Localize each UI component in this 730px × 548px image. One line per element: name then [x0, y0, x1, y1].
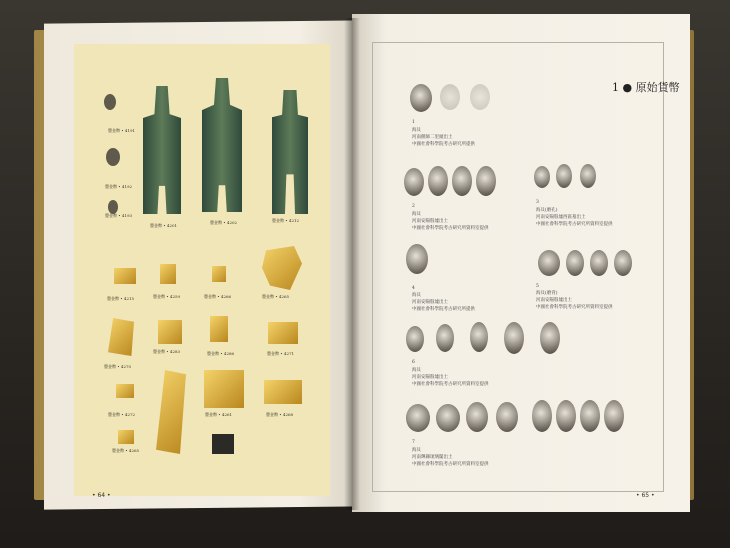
entry-line: 海貝 [412, 368, 421, 373]
entry-line: 中國社會科學院考古研究所提供 [412, 142, 475, 147]
shell-image [504, 322, 524, 354]
image-caption: 豐金幣 • 4272 [108, 412, 136, 417]
image-caption: 豐金幣 • 4271 [267, 351, 295, 356]
gold-piece-image [114, 268, 136, 284]
coin-image [106, 148, 120, 166]
gold-piece-image [204, 370, 244, 408]
image-caption: 豐金幣 • 4261 [205, 412, 233, 417]
entry-number: 1 [412, 120, 415, 125]
image-caption: 豐金幣 • 4268 [266, 412, 294, 417]
dark-piece-image [212, 434, 234, 454]
entry-number: 6 [412, 360, 415, 365]
entry-number: 4 [412, 286, 415, 291]
entry-line: 海貝 [412, 448, 421, 453]
entry-line: 中國社會科學院考古研究所提供 [412, 307, 475, 312]
image-caption: 豐金幣 • 4265 [112, 448, 140, 453]
shell-image [436, 404, 460, 432]
shell-image [580, 164, 596, 188]
section-title: 1 ● 原始貨幣 [612, 81, 680, 94]
entry-line: 河南安陽殷墟西區墓出土 [536, 215, 586, 220]
image-caption: 豐金幣 • 4191 [108, 128, 136, 133]
image-caption: 豐金幣 • 4283 [153, 349, 181, 354]
left-page-number: • 64 • [92, 492, 111, 499]
entry-number: 2 [412, 204, 415, 209]
book-gutter [344, 18, 360, 510]
image-caption: 豐金幣 • 4212 [272, 218, 300, 223]
entry-line: 河南安陽殷墟出土 [412, 300, 448, 305]
shell-image [406, 326, 424, 352]
entry-line: 中國社會科學院考古研究所資料室提供 [412, 382, 489, 387]
entry-line: 海貝(磨孔) [536, 208, 558, 213]
shell-image [428, 166, 448, 196]
shell-image [440, 84, 460, 110]
shell-image [476, 166, 496, 196]
shell-image [406, 404, 430, 432]
gold-piece-image [268, 322, 298, 344]
shell-image [470, 322, 488, 352]
shell-image [452, 166, 472, 196]
shell-image [466, 402, 488, 432]
shell-image [532, 400, 552, 432]
entry-line: 中國社會科學院考古研究所資料室提供 [536, 305, 613, 310]
gold-piece-image [210, 316, 228, 342]
gold-piece-image [160, 264, 176, 284]
entry-number: 3 [536, 200, 539, 205]
entry-number: 7 [412, 440, 415, 445]
coin-image [108, 200, 118, 214]
entry-line: 河南偃師二里頭出土 [412, 135, 453, 140]
entry-line: 海貝 [412, 212, 421, 217]
shell-image [470, 84, 490, 110]
shell-image [404, 168, 424, 196]
entry-line: 海貝 [412, 128, 421, 133]
entry-number: 5 [536, 284, 539, 289]
image-caption: 豐金幣 • 4265 [262, 294, 290, 299]
entry-line: 河南安陽殷墟出土 [536, 298, 572, 303]
entry-line: 中國社會科學院考古研究所資料室提供 [412, 226, 489, 231]
shell-image [590, 250, 608, 276]
image-caption: 豐金幣 • 4193 [105, 213, 133, 218]
shell-image [496, 402, 518, 432]
coin-image [104, 94, 116, 110]
entry-line: 海貝(磨背) [536, 291, 558, 296]
image-caption: 豐金幣 • 4192 [105, 184, 133, 189]
shell-image [580, 400, 600, 432]
entry-line: 河南安陽殷墟出土 [412, 375, 448, 380]
image-caption: 豐金幣 • 4259 [153, 294, 181, 299]
gold-piece-image [158, 320, 182, 344]
shell-image [540, 322, 560, 354]
image-caption: 豐金幣 • 4266 [204, 294, 232, 299]
image-caption: 豐金幣 • 4270 [104, 364, 132, 369]
shell-image [614, 250, 632, 276]
gold-piece-image [264, 380, 302, 404]
image-caption: 豐金幣 • 4202 [210, 220, 238, 225]
shell-image [566, 250, 584, 276]
entry-line: 河南安陽殷墟出土 [412, 219, 448, 224]
shell-image [556, 400, 576, 432]
shell-image [538, 250, 560, 276]
shell-image [410, 84, 432, 112]
entry-line: 中國社會科學院考古研究所資料室提供 [536, 222, 613, 227]
shell-image [604, 400, 624, 432]
gold-piece-image [212, 266, 226, 282]
image-caption: 豐金幣 • 4215 [107, 296, 135, 301]
entry-line: 河南輝縣琉璃閣出土 [412, 455, 453, 460]
image-caption: 豐金幣 • 4286 [207, 351, 235, 356]
right-page-number: • 65 • [636, 492, 655, 499]
shell-image [436, 324, 454, 352]
entry-line: 海貝 [412, 293, 421, 298]
image-caption: 豐金幣 • 4201 [150, 223, 178, 228]
shell-image [406, 244, 428, 274]
gold-piece-image [116, 384, 134, 398]
entry-line: 中國社會科學院考古研究所資料室提供 [412, 462, 489, 467]
gold-piece-image [118, 430, 134, 444]
shell-image [556, 164, 572, 188]
shell-image [534, 166, 550, 188]
